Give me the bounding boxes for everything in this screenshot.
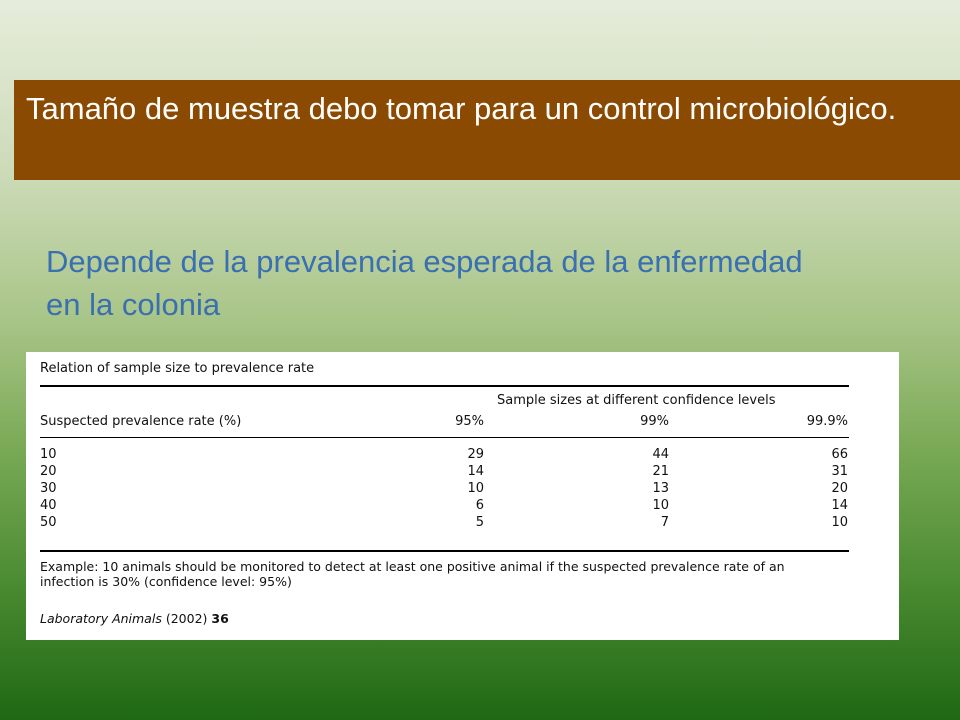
column-header-99: 99%: [640, 414, 669, 429]
row-header-label: Suspected prevalence rate (%): [40, 414, 242, 429]
column-header-999: 99.9%: [806, 414, 848, 429]
table-bottom-rule: [40, 550, 849, 552]
prevalence-rate-cell: 10: [40, 447, 57, 462]
table-row: [40, 514, 848, 531]
prevalence-rate-cell: 30: [40, 481, 57, 496]
slide-title-bar: [14, 80, 960, 180]
sample-999-cell: 14: [831, 498, 848, 513]
sample-95-cell: 6: [475, 498, 484, 513]
source-volume: 36: [211, 611, 229, 626]
table-header-rule: [40, 437, 849, 438]
table-title: Relation of sample size to prevalence rate: [40, 361, 315, 376]
confidence-header: Sample sizes at different confidence levels: [497, 393, 776, 408]
source-year: (2002): [165, 611, 208, 626]
sample-size-table: [26, 352, 899, 640]
sample-999-cell: 10: [831, 515, 848, 530]
source-journal: Laboratory Animals: [40, 611, 162, 626]
table-row: [40, 446, 848, 463]
table-row: [40, 480, 848, 497]
sample-999-cell: 66: [831, 447, 848, 462]
prevalence-rate-cell: 40: [40, 498, 57, 513]
sample-99-cell: 10: [652, 498, 669, 513]
table-row: [40, 463, 848, 480]
prevalence-rate-cell: 20: [40, 464, 57, 479]
sample-95-cell: 10: [467, 481, 484, 496]
slide-title: Tamaño de muestra debo tomar para un control microbiológico.: [26, 91, 897, 126]
sample-99-cell: 44: [652, 447, 669, 462]
table-body: [40, 446, 848, 531]
table-row: [40, 497, 848, 514]
sample-99-cell: 21: [652, 464, 669, 479]
table-example-note: Example: 10 animals should be monitored to detect at least one positive animal if the suspected prevalence rate of an infection is 30% (confidence level: 95%): [40, 559, 785, 589]
table-source-citation: [40, 611, 229, 626]
sample-95-cell: 14: [467, 464, 484, 479]
table-top-rule: [40, 385, 849, 387]
sample-99-cell: 13: [652, 481, 669, 496]
column-header-95: 95%: [455, 414, 484, 429]
prevalence-rate-cell: 50: [40, 515, 57, 530]
slide-subtitle: Depende de la prevalencia esperada de la enfermedad en la colonia: [46, 244, 803, 322]
sample-95-cell: 29: [467, 447, 484, 462]
sample-999-cell: 20: [831, 481, 848, 496]
sample-999-cell: 31: [831, 464, 848, 479]
sample-99-cell: 7: [660, 515, 669, 530]
sample-95-cell: 5: [475, 515, 484, 530]
